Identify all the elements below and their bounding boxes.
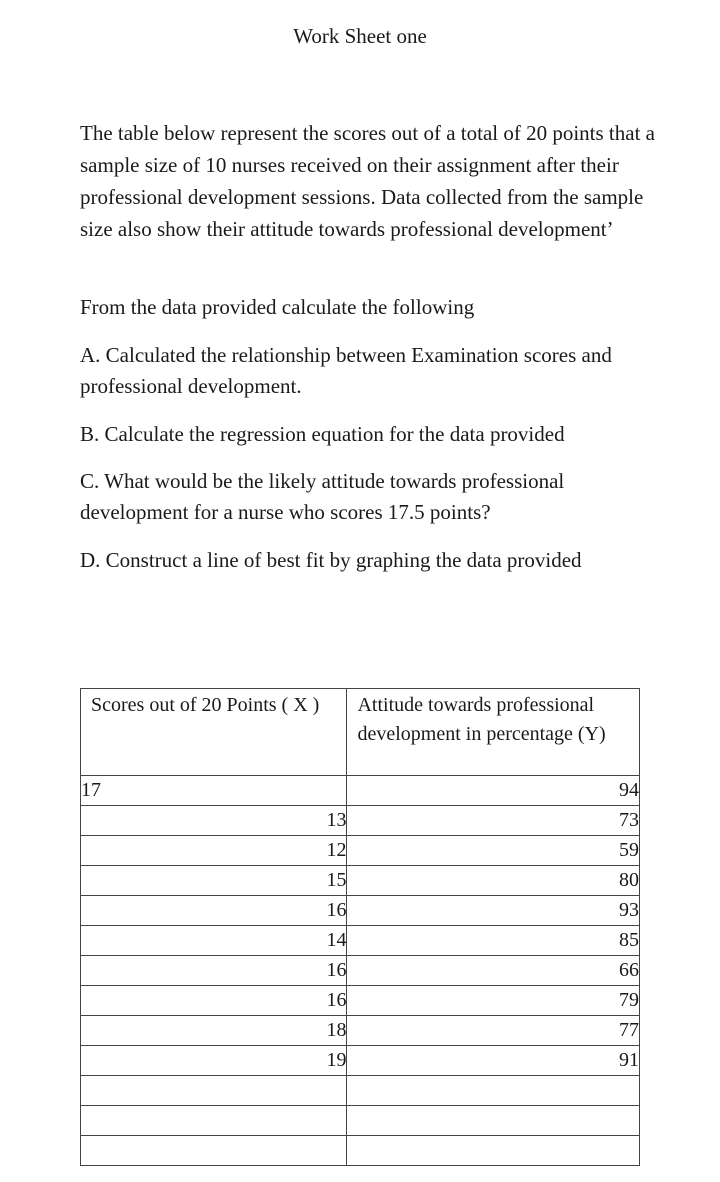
y-cell (347, 1106, 640, 1136)
scores-table (80, 688, 640, 1166)
x-cell: 15 (81, 866, 347, 896)
worksheet-title: Work Sheet one (293, 24, 427, 48)
table-row (81, 836, 640, 866)
x-cell: 18 (81, 1016, 347, 1046)
intro-paragraph: The table below represent the scores out of a total of 20 points that a sample size of 10 nurses received on their assignment after their professional development sessions. Data collected from the sample size also show their attitude towards professional development’ (80, 121, 655, 241)
instruction-text: From the data provided calculate the following (80, 295, 475, 319)
table-row (81, 806, 640, 836)
x-cell (81, 1136, 347, 1166)
y-cell (347, 1136, 640, 1166)
table-row (81, 1016, 640, 1046)
x-cell: 16 (81, 956, 347, 986)
table-header-row (81, 689, 640, 776)
y-cell: 59 (347, 836, 640, 866)
table-row (81, 956, 640, 986)
question-c: C. What would be the likely attitude towards professional development for a nurse who scores 17.5 points? (80, 469, 565, 524)
x-cell (81, 1076, 347, 1106)
table-row (81, 986, 640, 1016)
x-cell (81, 1106, 347, 1136)
x-cell: 12 (81, 836, 347, 866)
y-cell: 80 (347, 866, 640, 896)
table-row-empty (81, 1136, 640, 1166)
x-cell: 16 (81, 896, 347, 926)
x-cell: 16 (81, 986, 347, 1016)
y-cell: 79 (347, 986, 640, 1016)
x-cell: 19 (81, 1046, 347, 1076)
table-row (81, 1046, 640, 1076)
y-cell: 91 (347, 1046, 640, 1076)
question-d: D. Construct a line of best fit by graphing the data provided (80, 548, 582, 572)
y-cell: 85 (347, 926, 640, 956)
y-cell: 93 (347, 896, 640, 926)
table-row (81, 926, 640, 956)
header-y: Attitude towards professional development in percentage (Y) (347, 689, 640, 776)
question-b: B. Calculate the regression equation for the data provided (80, 422, 565, 446)
table-row (81, 776, 640, 806)
table-row-empty (81, 1076, 640, 1106)
x-cell: 13 (81, 806, 347, 836)
x-cell: 17 (81, 776, 347, 806)
y-cell: 73 (347, 806, 640, 836)
table-row (81, 896, 640, 926)
table-row-empty (81, 1106, 640, 1136)
y-cell: 66 (347, 956, 640, 986)
y-cell: 94 (347, 776, 640, 806)
y-cell: 77 (347, 1016, 640, 1046)
question-a: A. Calculated the relationship between Examination scores and professional development. (80, 343, 612, 398)
x-cell: 14 (81, 926, 347, 956)
header-x: Scores out of 20 Points ( X ) (81, 689, 347, 776)
y-cell (347, 1076, 640, 1106)
table-row (81, 866, 640, 896)
